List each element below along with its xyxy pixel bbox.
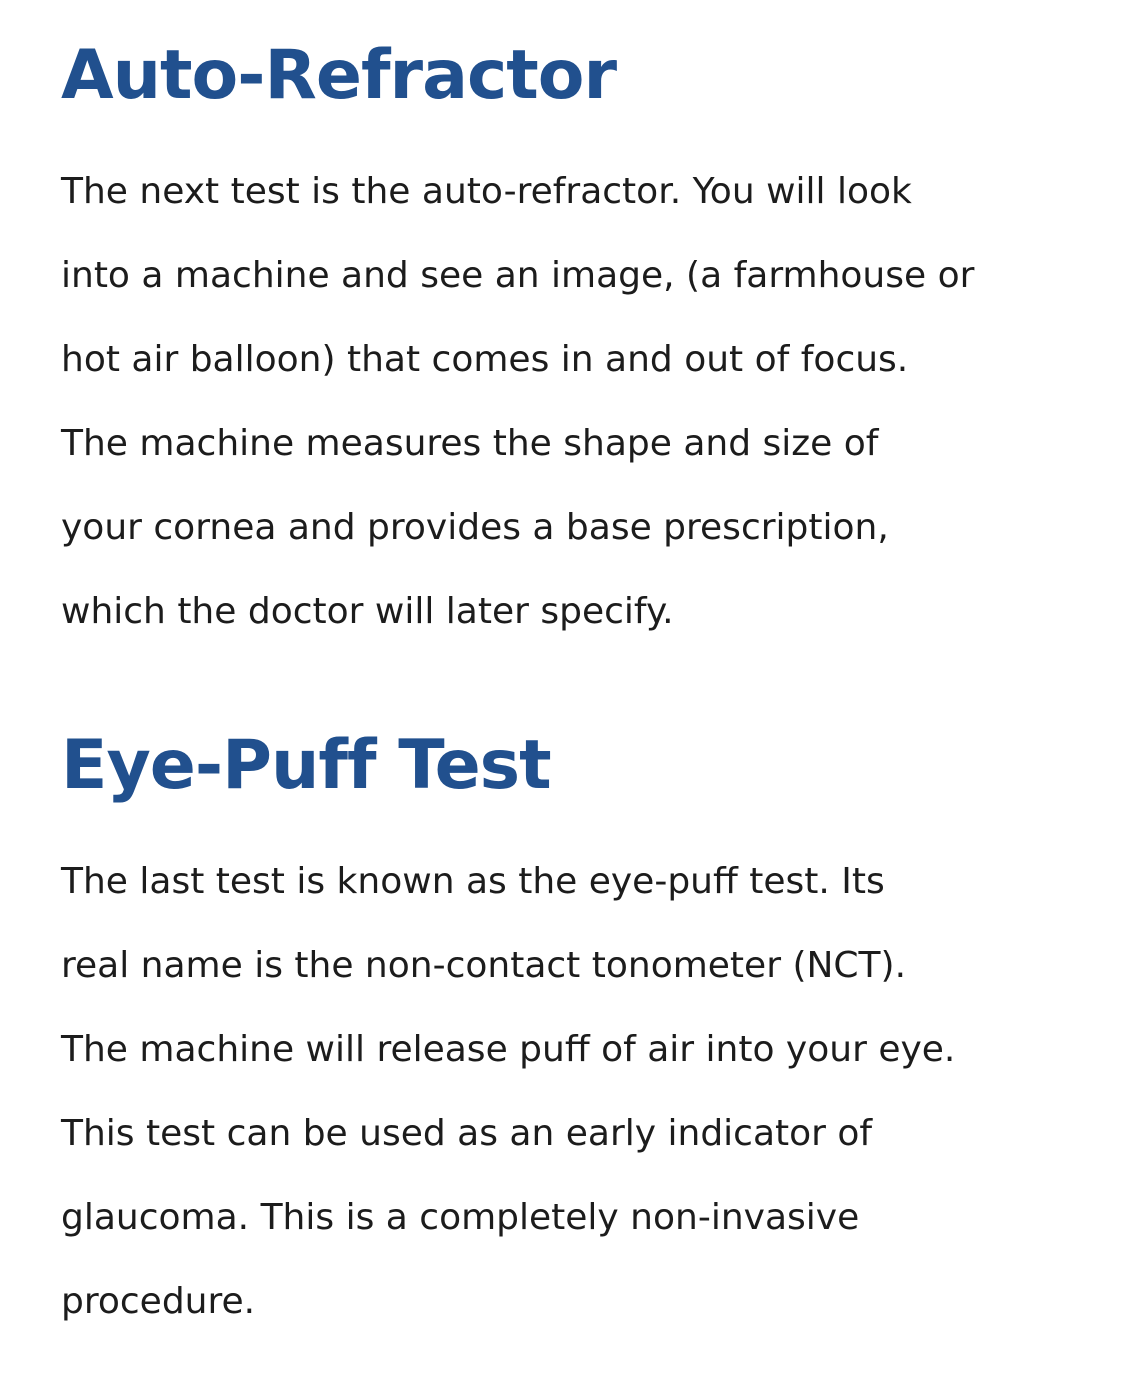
paragraph-line: The last test is known as the eye-puff test. Its — [61, 861, 885, 902]
paragraph-line: into a machine and see an image, (a farmhouse or — [61, 255, 975, 296]
paragraph-line: This test can be used as an early indicator of — [61, 1113, 873, 1154]
paragraph-line: The machine will release puff of air into your eye. — [61, 1029, 956, 1070]
paragraph-line: The machine measures the shape and size of — [61, 423, 879, 464]
paragraph-line: which the doctor will later specify. — [61, 591, 674, 632]
paragraph-line: The next test is the auto-refractor. You will look — [61, 171, 912, 212]
section-heading-eye-puff-test: Eye-Puff Test — [61, 726, 551, 805]
paragraph-line: your cornea and provides a base prescription, — [61, 507, 889, 548]
section-paragraph-eye-puff-test — [61, 840, 1101, 1344]
section-heading-auto-refractor: Auto-Refractor — [61, 36, 617, 115]
paragraph-line: real name is the non-contact tonometer (NCT). — [61, 945, 907, 986]
paragraph-line: procedure. — [61, 1281, 256, 1322]
section-paragraph-auto-refractor — [61, 150, 1101, 654]
paragraph-line: hot air balloon) that comes in and out of focus. — [61, 339, 909, 380]
paragraph-line: glaucoma. This is a completely non-invasive — [61, 1197, 860, 1238]
